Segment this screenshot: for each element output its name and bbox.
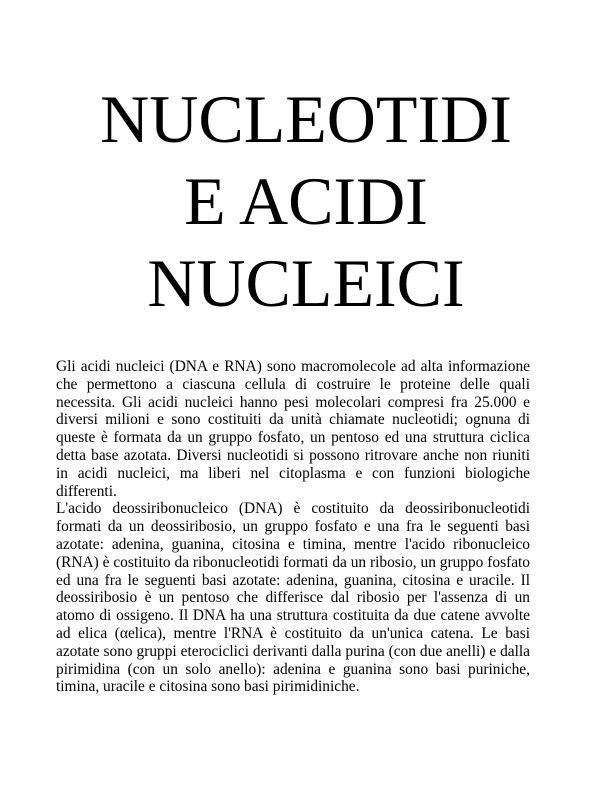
title-line-2: E ACIDI	[184, 163, 428, 239]
paragraph-intro: Gli acidi nucleici (DNA e RNA) sono macromolecole ad alta informazione che permettono a ciascuna cellula di costruire le proteine delle quali necessita. Gli acidi nucleici hanno pesi molecolari compresi fra 25.000 e diversi milioni e sono costituiti da unità chiamate nucleotidi; ognuna di queste è formata da un gruppo fosfato, un pentoso ed una struttura ciclica detta base azotata. Diversi nucleotidi si possono ritrovare anche non riuniti in acidi nucleici, ma liberi nel citoplasma e con funzioni biologiche differenti.	[56, 358, 530, 500]
page-title	[40, 78, 572, 324]
paragraph-dna-rna: L'acido deossiribonucleico (DNA) è costituito da deossiribonucleotidi formati da un deossiribosio, un gruppo fosfato e una fra le seguenti basi azotate: adenina, guanina, citosina e timina, mentre l'acido ribonucleico (RNA) è costituito da ribonucleotidi formati da un ribosio, un gruppo fosfato ed una fra le seguenti basi azotate: adenina, guanina, citosina e uracile. Il deossiribosio è un pentoso che differisce dal ribosio per l'assenza di un atomo di ossigeno. Il DNA ha una struttura costituita da due catene avvolte ad elica (αelica), mentre l'RNA è costituito da un'unica catena. Le basi azotate sono gruppi eterociclici derivanti dalla purina (con due anelli) e dalla pirimidina (con un solo anello): adenina e guanina sono basi puriniche, timina, uracile e citosina sono basi pirimidiniche.	[56, 500, 530, 696]
title-line-3: NUCLEICI	[147, 245, 465, 321]
body-text	[56, 358, 530, 696]
title-line-1: NUCLEOTIDI	[100, 81, 512, 157]
